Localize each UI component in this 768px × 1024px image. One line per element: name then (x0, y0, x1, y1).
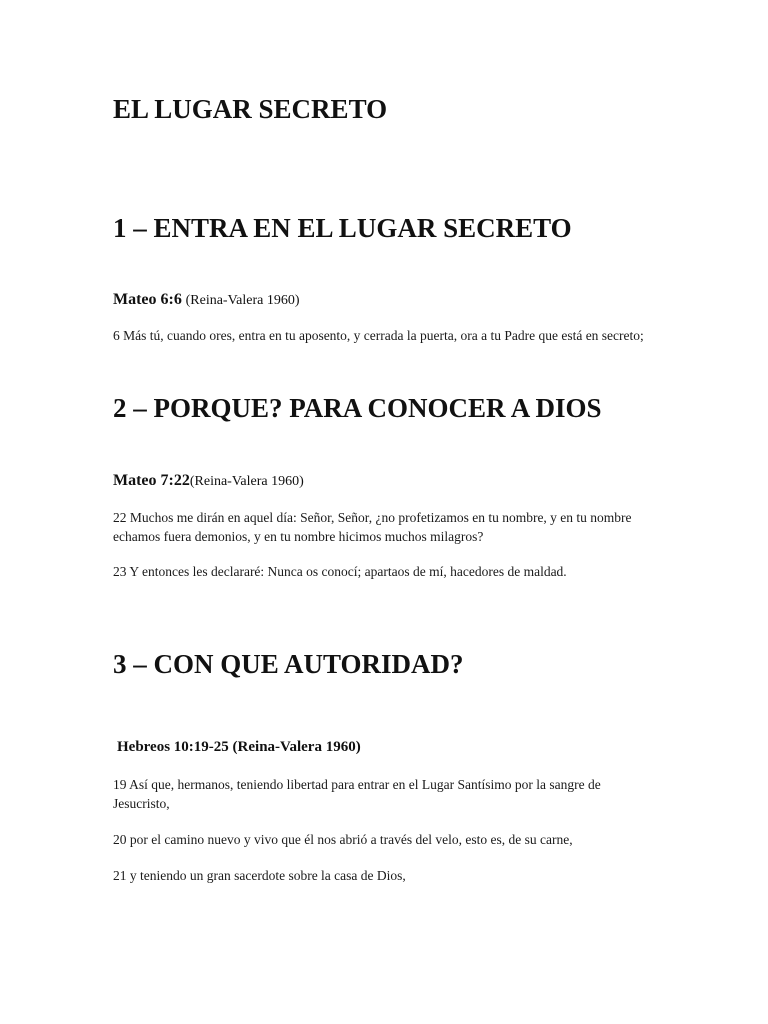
document-title: EL LUGAR SECRETO (113, 94, 388, 124)
reference-version: (Reina-Valera 1960) (185, 293, 300, 308)
reference-name: Mateo 6:6 (113, 291, 182, 308)
verse-hebreos-10-20: 20 por el camino nuevo y vivo que él nos abrió a través del velo, esto es, de su carne, (113, 832, 573, 847)
verse-mateo-7-23: 23 Y entonces les declararé: Nunca os conocí; apartaos de mí, hacedores de maldad. (113, 564, 567, 579)
section-2-reference (113, 471, 673, 491)
verse-hebreos-10-21: 21 y teniendo un gran sacerdote sobre la casa de Dios, (113, 868, 406, 883)
section-3-heading: 3 – CON QUE AUTORIDAD? (113, 649, 464, 679)
verse-hebreos-10-19: 19 Así que, hermanos, teniendo libertad para entrar en el Lugar Santísimo por la sangre de Jesucristo, (113, 777, 601, 811)
verse-mateo-6-6: 6 Más tú, cuando ores, entra en tu aposento, y cerrada la puerta, ora a tu Padre que está en secreto; (113, 328, 644, 343)
verse-mateo-7-22: 22 Muchos me dirán en aquel día: Señor, Señor, ¿no profetizamos en tu nombre, y en tu nombre echamos fuera demonios, y en tu nombre hicimos muchos milagros? (113, 510, 632, 544)
reference-version: (Reina-Valera 1960) (189, 474, 304, 489)
reference-name: Mateo 7:22 (113, 472, 190, 489)
section-3-reference: Hebreos 10:19-25 (Reina-Valera 1960) (117, 739, 361, 755)
section-2-heading: 2 – PORQUE? PARA CONOCER A DIOS (113, 393, 602, 423)
section-1-reference (113, 290, 673, 310)
section-1-heading: 1 – ENTRA EN EL LUGAR SECRETO (113, 213, 572, 243)
